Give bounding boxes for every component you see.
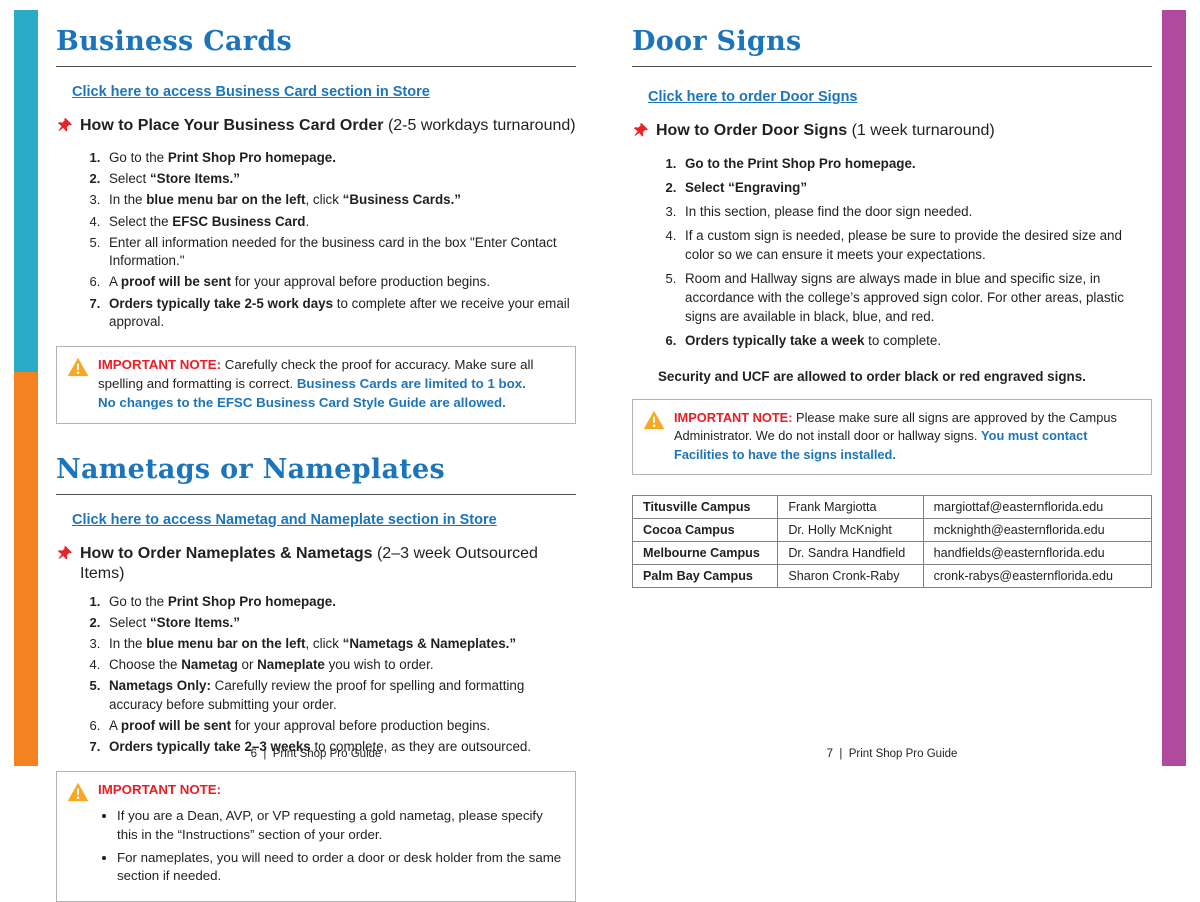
howto-heading: How to Order Nameplates & Nametags (2–3 week Outsourced Items) [80,544,538,582]
table-row [633,518,1152,541]
business-cards-store-link[interactable]: Click here to access Business Card section in Store [72,84,430,100]
step-item: 4. Select the EFSC Business Card. [104,213,576,231]
footer-right-page: 7 | Print Shop Pro Guide [826,748,958,760]
step-item: 3. In the blue menu bar on the left, click “Nametags & Nameplates.” [104,635,576,653]
note-text [98,781,563,890]
contact-email-cell: mcknighth@easternflorida.edu [923,518,1151,541]
divider [56,494,576,495]
business-cards-steps [84,149,576,331]
note-text: IMPORTANT NOTE: Carefully check the proof for accuracy. Make sure all spelling and formatting is correct. Business Cards are limited to 1 box. No changes to the EFSC Business Card Style Guide are allowed. [98,356,534,410]
warning-triangle-icon [67,782,89,890]
howto-nametags [56,544,576,584]
section-business-cards [56,26,576,424]
nametags-title: Nametags or Nameplates [56,453,446,485]
page-right [632,26,1152,588]
door-signs-steps [660,154,1152,350]
security-note-line: Security and UCF are allowed to order black or red engraved signs. [658,369,1086,385]
section-door-signs [632,26,1152,588]
contact-name-cell: Frank Margiotta [778,495,923,518]
note-text: IMPORTANT NOTE: Please make sure all signs are approved by the Campus Administrator. We do not install door or hallway signs. You must contact Facilities to have the signs installed. [674,410,1117,462]
note-bullet: • For nameplates, you will need to order a door or desk holder from the same section if needed. [117,849,563,886]
step-item: 3. In the blue menu bar on the left, click “Business Cards.” [104,191,576,209]
business-cards-title: Business Cards [56,26,293,57]
howto-door-signs [632,121,1152,145]
step-item: 5. Room and Hallway signs are always made in blue and specific size, in accordance with the college’s approved sign color. For other areas, plastic signs are available in black, blue, and red. [680,269,1152,326]
campus-name-cell: Palm Bay Campus [633,564,778,587]
howto-business-cards [56,116,576,140]
table-row [633,541,1152,564]
pushpin-icon [56,545,73,568]
door-signs-title: Door Signs [632,26,802,57]
nametags-store-link[interactable]: Click here to access Nametag and Nameplate section in Store [72,511,497,528]
table-row [633,564,1152,587]
step-item: 7. Orders typically take 2-5 work days to complete after we receive your email approval. [104,295,576,331]
step-item: 2. Select “Store Items.” [104,170,576,188]
footer-left-page: 6 | Print Shop Pro Guide [250,748,382,760]
howto-heading: How to Place Your Business Card Order (2-5 workdays turnaround) [80,117,576,134]
pushpin-icon [56,117,73,140]
divider [56,66,576,67]
door-signs-order-link[interactable]: Click here to order Door Signs [648,89,858,105]
step-item: 6. A proof will be sent for your approval before production begins. [104,273,576,291]
note-bullet-list [100,807,563,885]
teal-accent-bar [14,10,38,372]
campus-name-cell: Melbourne Campus [633,541,778,564]
important-note-box-business-cards [56,346,576,424]
step-item: 7. Orders typically take 2–3 weeks to complete, as they are outsourced. [104,738,576,756]
campus-name-cell: Titusville Campus [633,495,778,518]
important-note-box-nametags [56,771,576,901]
step-item: 4. If a custom sign is needed, please be sure to provide the desired size and color so we can ensure it meets your expectations. [680,226,1152,264]
step-item: 1. Go to the Print Shop Pro homepage. [104,149,576,167]
campus-name-cell: Cocoa Campus [633,518,778,541]
campus-contacts-table [632,495,1152,588]
pushpin-icon [632,122,649,145]
step-item: 6. Orders typically take a week to complete. [680,331,1152,350]
howto-heading: How to Order Door Signs (1 week turnaround) [656,122,995,139]
note-bullet: • If you are a Dean, AVP, or VP requesting a gold nametag, please specify this in the “Instructions” section of your order. [117,807,563,844]
step-item: 1. Go to the Print Shop Pro homepage. [680,154,1152,173]
step-item: 2. Select “Store Items.” [104,614,576,632]
contact-email-cell: handfields@easternflorida.edu [923,541,1151,564]
divider [632,66,1152,67]
orange-accent-bar [14,372,38,766]
step-item: 2. Select “Engraving” [680,178,1152,197]
note-title: IMPORTANT NOTE: [98,782,222,798]
table-row [633,495,1152,518]
step-item: 5. Enter all information needed for the business card in the box "Enter Contact Information." [104,234,576,270]
nametags-steps [84,593,576,757]
contact-name-cell: Dr. Sandra Handfield [778,541,923,564]
step-item: 3. In this section, please find the door sign needed. [680,202,1152,221]
warning-triangle-icon [643,410,665,463]
contact-email-cell: cronk-rabys@easternflorida.edu [923,564,1151,587]
warning-triangle-icon [67,357,89,413]
step-item: 4. Choose the Nametag or Nameplate you wish to order. [104,656,576,674]
contact-name-cell: Dr. Holly McKnight [778,518,923,541]
purple-accent-bar [1162,10,1186,766]
section-nametags [56,454,576,902]
step-item: 6. A proof will be sent for your approval before production begins. [104,717,576,735]
step-item: 5. Nametags Only: Carefully review the proof for spelling and formatting accuracy before submitting your order. [104,677,576,713]
contact-email-cell: margiottaf@easternflorida.edu [923,495,1151,518]
step-item: 1. Go to the Print Shop Pro homepage. [104,593,576,611]
page-left [56,26,576,902]
important-note-box-door-signs [632,399,1152,474]
contact-name-cell: Sharon Cronk-Raby [778,564,923,587]
